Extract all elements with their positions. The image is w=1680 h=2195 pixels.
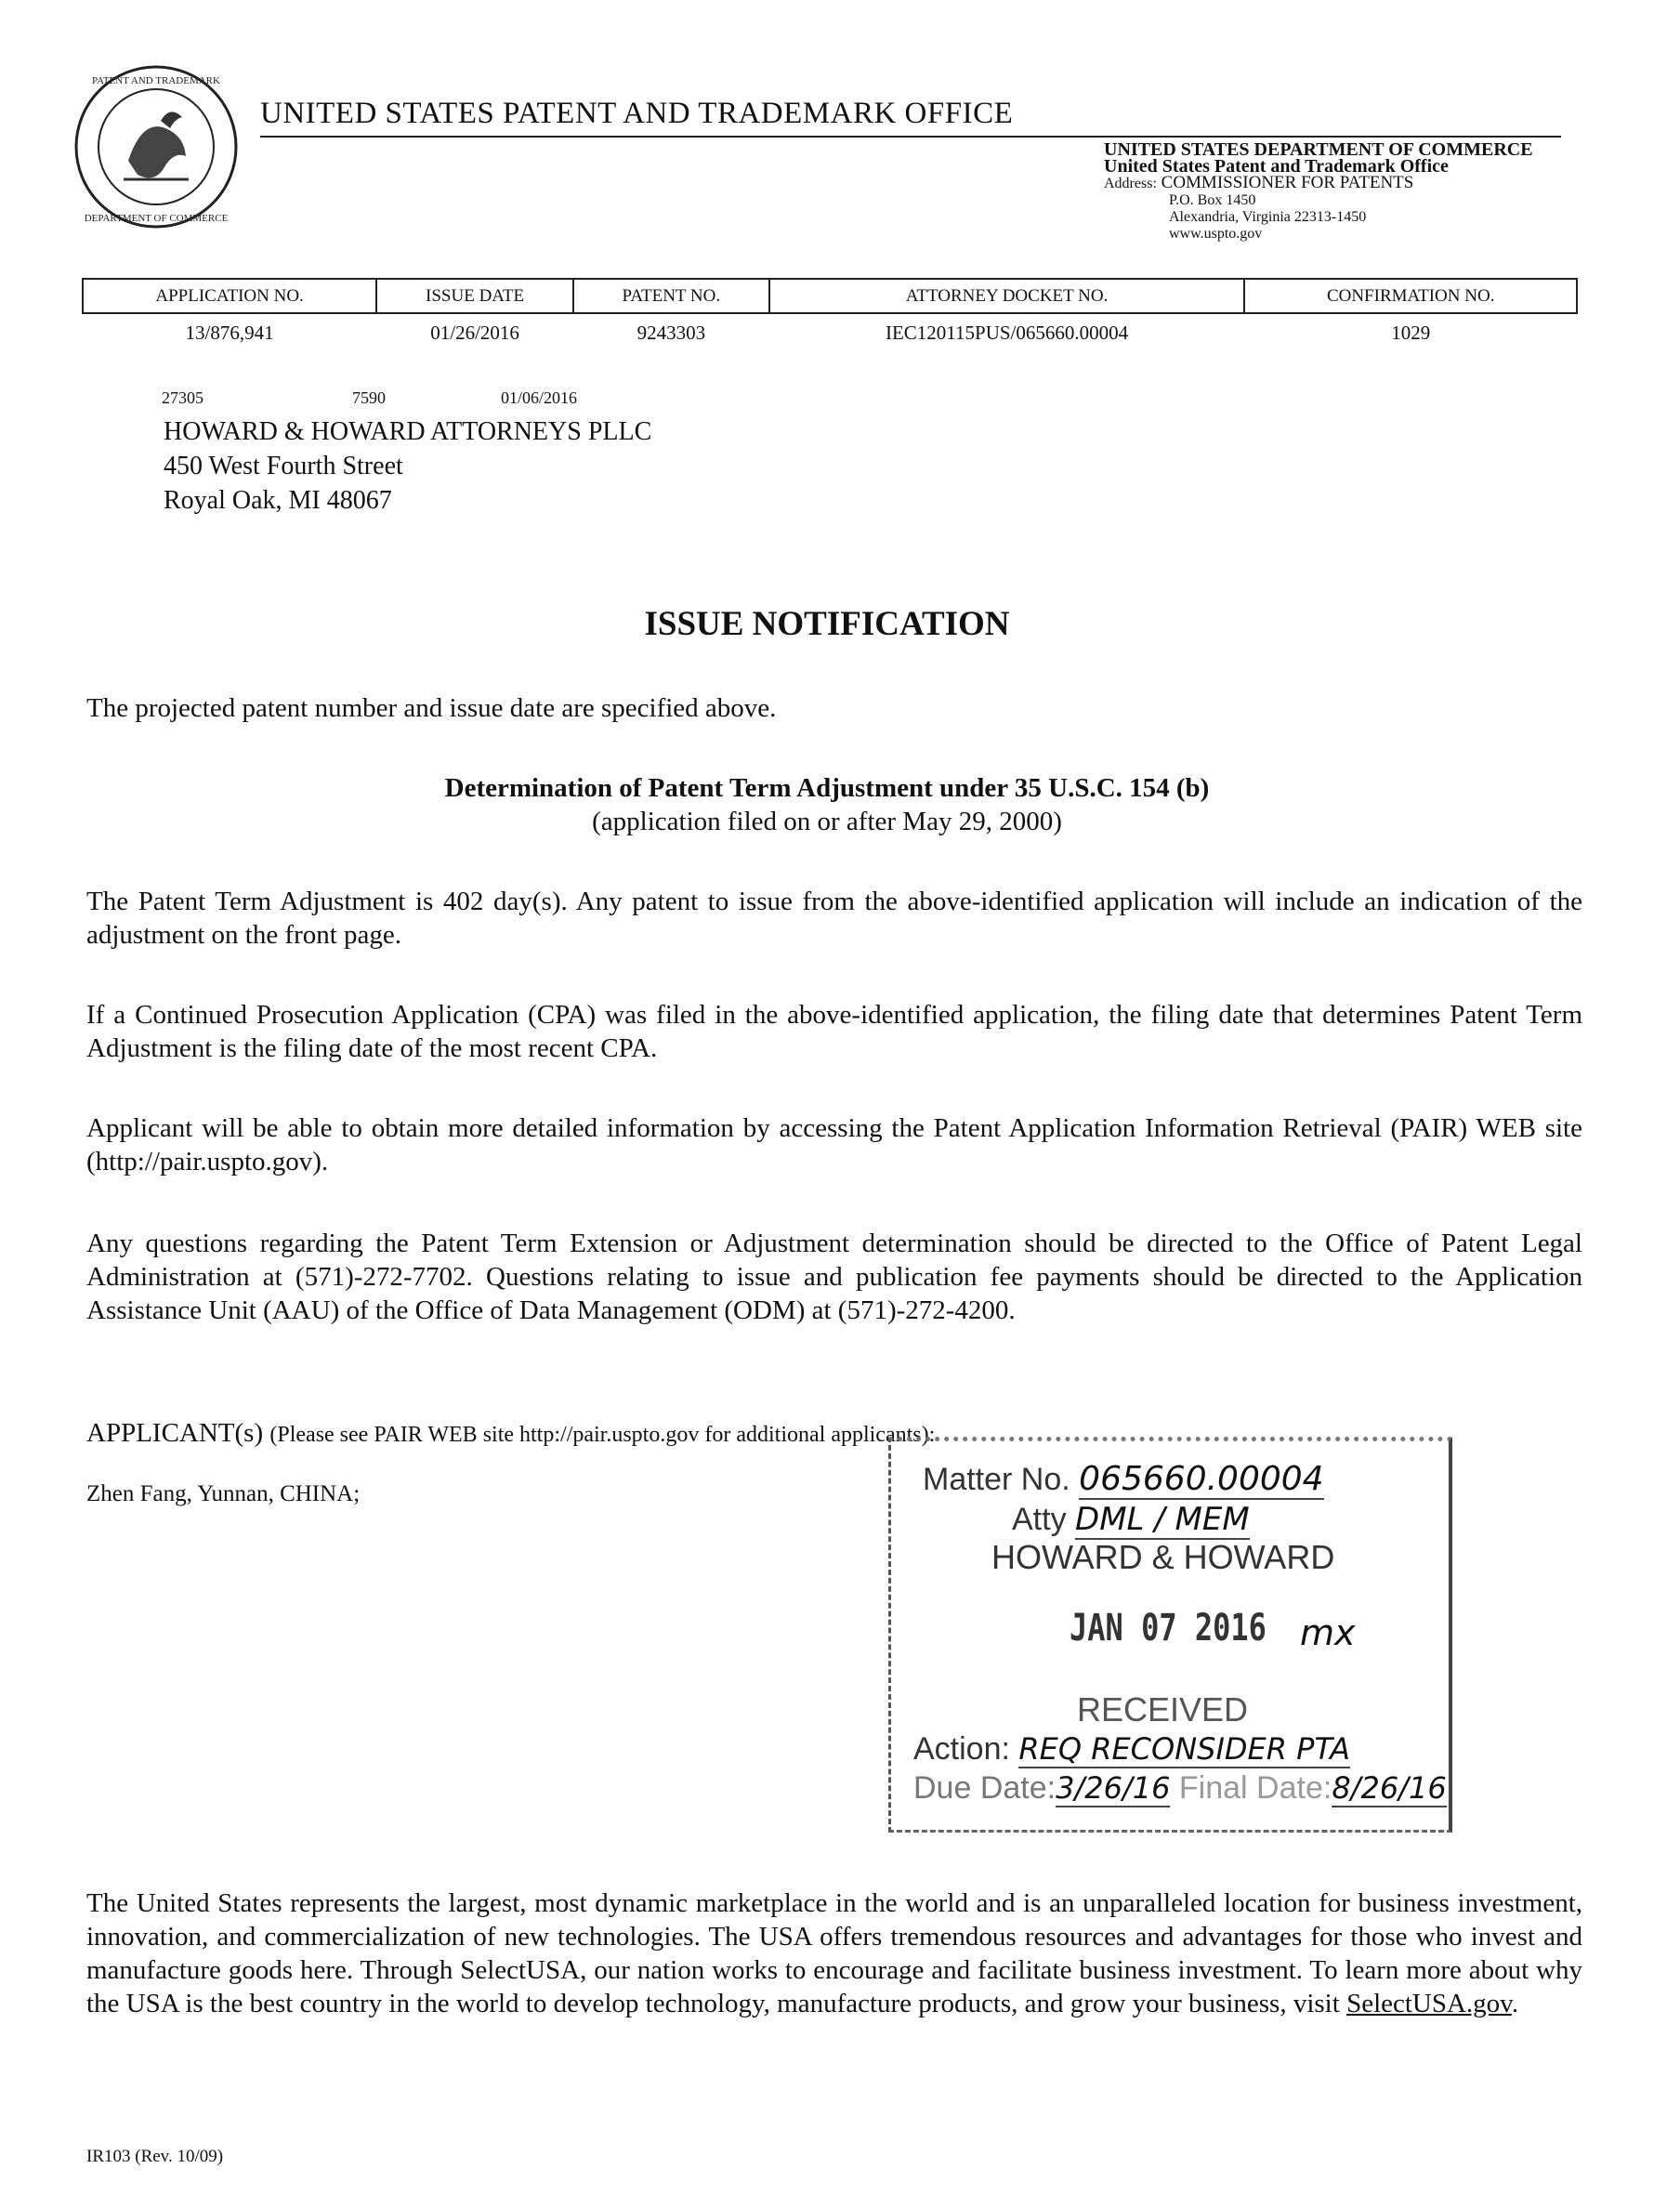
addressee-block [164, 414, 651, 518]
contact-paragraph: Any questions regarding the Patent Term Extension or Adjustment determination should be directed to the Office of Patent Legal Administration at (571)-272-7702. Questions relating to issue and publication fee payments should be directed to the Application Assistance Unit (AAU) of the Office of Data Management (ODM) at (571)-272-4200. [86, 1229, 1582, 1325]
issue-date-value: 01/26/2016 [430, 321, 519, 344]
intro-paragraph: The projected patent number and issue date are specified above. [86, 693, 777, 723]
stamp-dates-row [913, 1770, 1447, 1807]
stamp-final-label: Final Date: [1178, 1770, 1332, 1806]
stamp-atty-value: DML / MEM [1075, 1501, 1250, 1538]
stamp-atty-row [1012, 1501, 1250, 1538]
address-line-4: www.uspto.gov [1169, 226, 1263, 242]
selectusa-period: . [1511, 1989, 1519, 2018]
col-application-no: APPLICATION NO. [83, 279, 376, 313]
stamp-matter-row [923, 1460, 1324, 1498]
office-title: UNITED STATES PATENT AND TRADEMARK OFFICE [260, 97, 1014, 130]
dept-address-line [1104, 175, 1533, 192]
stamp-date: JAN 07 2016 [1070, 1607, 1267, 1650]
svg-text:PATENT AND TRADEMARK: PATENT AND TRADEMARK [92, 75, 220, 86]
table-row [83, 313, 1577, 351]
selectusa-link[interactable]: SelectUSA.gov [1346, 1989, 1512, 2018]
customer-code: 27305 [162, 388, 203, 407]
cpa-paragraph: If a Continued Prosecution Application (CPA) was filed in the above-identified application, the filing date that determines Patent Term Adjustment is the filing date of the most recent CPA. [86, 1000, 1582, 1063]
form-identifier: IR103 (Rev. 10/09) [86, 2147, 224, 2166]
applicants-label: APPLICANT(s) [86, 1418, 264, 1448]
applicant-name: Zhen Fang, Yunnan, CHINA; [86, 1481, 361, 1506]
stamp-due-value: 3/26/16 [1056, 1770, 1171, 1806]
pta-subheading: (application filed on or after May 29, 2000) [592, 807, 1062, 836]
svg-text:DEPARTMENT OF COMMERCE: DEPARTMENT OF COMMERCE [84, 213, 229, 224]
dept-line-1: UNITED STATES DEPARTMENT OF COMMERCE [1104, 139, 1533, 160]
attorney-docket-no-value: IEC120115PUS/065660.00004 [885, 321, 1129, 344]
mailing-codes [162, 388, 577, 408]
address-label: Address: [1104, 176, 1157, 191]
stamp-matter-label: Matter No. [923, 1462, 1070, 1497]
stamp-firm: HOWARD & HOWARD [991, 1538, 1335, 1576]
stamp-action-label: Action: [913, 1731, 1010, 1767]
col-confirmation-no: CONFIRMATION NO. [1244, 279, 1577, 313]
addressee-line-2: 450 West Fourth Street [164, 452, 403, 480]
pta-heading-block [0, 771, 1654, 838]
stamp-atty-label: Atty [1012, 1502, 1067, 1537]
address-line-1: COMMISSIONER FOR PATENTS [1161, 173, 1414, 192]
patent-no-value: 9243303 [637, 321, 706, 344]
stamp-action-row [913, 1731, 1350, 1768]
addressee-line-3: Royal Oak, MI 48067 [164, 486, 392, 515]
col-issue-date: ISSUE DATE [376, 279, 573, 313]
header-divider [260, 136, 1561, 138]
confirmation-no-value: 1029 [1391, 321, 1431, 344]
stamp-received: RECEIVED [1077, 1690, 1249, 1728]
pair-paragraph: Applicant will be able to obtain more detailed information by accessing the Patent Application Information Retrieval (PAIR) WEB site (http://pair.uspto.gov). [86, 1113, 1582, 1176]
col-attorney-docket-no: ATTORNEY DOCKET NO. [769, 279, 1245, 313]
document-title: ISSUE NOTIFICATION [644, 605, 1010, 643]
applicants-heading [86, 1418, 935, 1449]
address-line-2: P.O. Box 1450 [1169, 192, 1256, 208]
applicants-note: (Please see PAIR WEB site http://pair.uspto.gov for additional applicants): [269, 1423, 936, 1447]
col-patent-no: PATENT NO. [573, 279, 769, 313]
table-header-row [83, 279, 1577, 313]
uspto-seal-icon [72, 63, 240, 230]
stamp-matter-value: 065660.00004 [1079, 1460, 1324, 1498]
department-address-block [1104, 141, 1533, 243]
mail-code: 7590 [352, 388, 386, 407]
address-line-3: Alexandria, Virginia 22313-1450 [1169, 209, 1367, 225]
selectusa-text: The United States represents the largest, most dynamic marketplace in the world and is an unparalleled location for business investment, innovation, and commercialization of new technologies. The USA offers tremendous resources and advantages for those who invest and manufacture goods here. Through SelectUSA, our nation works to encourage and facilitate business investment. To learn more about why the USA is the best country in the world to develop technology, manufacture products, and grow your business, visit [86, 1888, 1582, 2018]
stamp-action-value: REQ RECONSIDER PTA [1018, 1731, 1350, 1767]
dept-line-2: United States Patent and Trademark Office [1104, 156, 1449, 177]
addressee-line-1: HOWARD & HOWARD ATTORNEYS PLLC [164, 417, 652, 446]
pta-heading: Determination of Patent Term Adjustment under 35 U.S.C. 154 (b) [444, 773, 1210, 803]
application-no-value: 13/876,941 [185, 321, 274, 344]
stamp-final-value: 8/26/16 [1332, 1770, 1447, 1806]
selectusa-paragraph [86, 1886, 1582, 2020]
stamp-initials: mx [1300, 1612, 1356, 1653]
received-stamp [888, 1437, 1452, 1833]
stamp-due-label: Due Date: [913, 1770, 1057, 1806]
application-info-table [82, 278, 1578, 351]
pta-paragraph: The Patent Term Adjustment is 402 day(s). Any patent to issue from the above-identified application will include an indication of the adjustment on the front page. [86, 887, 1582, 950]
mail-date: 01/06/2016 [501, 388, 578, 407]
